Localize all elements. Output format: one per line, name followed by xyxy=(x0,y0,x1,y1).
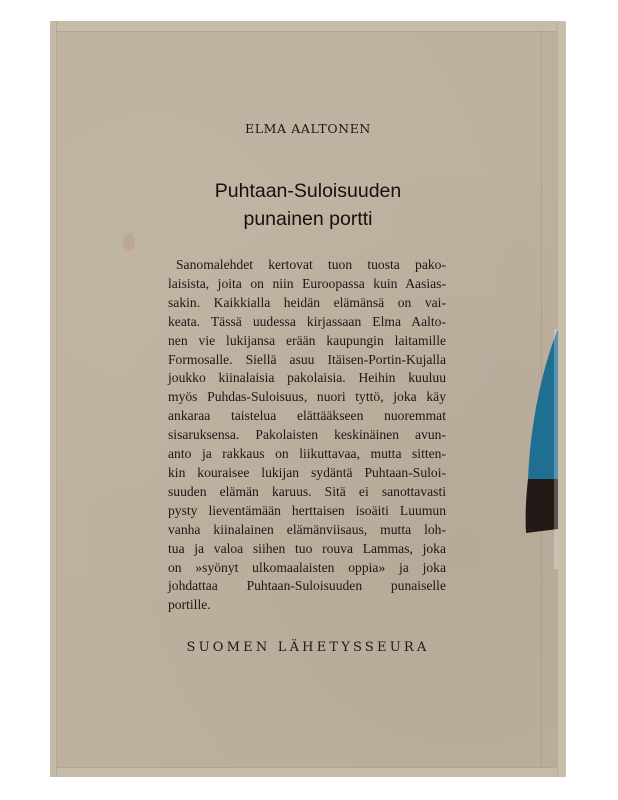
book-back-cover xyxy=(50,21,566,777)
blurb-line: ankaraa taistelua elättääkseen nuoremmat xyxy=(168,408,446,424)
blurb-line: pysty lieventämään herttaisen isoäiti Luumun xyxy=(168,502,446,518)
spine-crease xyxy=(541,31,542,768)
cover-bottom-edge xyxy=(50,767,558,777)
blurb-line: sisaruksensa. Pakolaisten keskinäinen avun- xyxy=(168,427,446,443)
publisher-name: SUOMEN LÄHETYSSEURA xyxy=(186,640,430,655)
blurb-line: on »syönyt ulkomaalaisten oppia» ja joka xyxy=(168,559,446,575)
blurb-line: suuden elämän karuus. Sitä ei sanottavasti xyxy=(168,483,446,499)
blurb-line: keata. Tässä uudessa kirjassaan Elma Aalto- xyxy=(168,313,446,329)
blurb-line: kin kouraisee lukijan sydäntä Puhtaan-Suloi- xyxy=(168,464,446,480)
cover-top-edge xyxy=(50,21,558,32)
blurb-line: myös Puhdas-Suloisuus, nuori tyttö, joka käy xyxy=(168,389,446,405)
blurb-line: tua ja valoa siihen tuo rouva Lammas, joka xyxy=(168,540,446,556)
blurb-line: johdattaa Puhtaan-Suloisuuden punaiselle xyxy=(168,578,446,594)
cover-stain xyxy=(123,233,135,251)
blurb-line: portille. xyxy=(168,597,211,613)
title-line-1: Puhtaan-Suloisuuden xyxy=(214,180,402,202)
blurb-line: vanha kiinalainen elämänviisaus, mutta loh- xyxy=(168,521,446,537)
book-title xyxy=(50,177,566,233)
blurb-paragraph xyxy=(168,256,446,615)
blurb-line: anto ja rakkaus on liikuttavaa, mutta sitten- xyxy=(168,446,446,462)
title-line-2: punainen portti xyxy=(243,208,373,230)
blurb-line: nen vie lukijansa erään kaupungin laitamille xyxy=(168,332,446,348)
blurb-line: sakin. Kaikkialla heidän elämänsä on vai- xyxy=(168,294,446,310)
blurb-line: laisista, joita on niin Euroopassa kuin Aasias- xyxy=(168,275,446,291)
blurb-line: Sanomalehdet kertovat tuon tuosta pako- xyxy=(176,257,446,272)
author-name: ELMA AALTONEN xyxy=(245,121,371,136)
blurb-line: Formosalle. Siellä asuu Itäisen-Portin-Kujalla xyxy=(168,351,446,367)
blurb-line: joukko kiinalaisia pakolaisia. Heihin kuuluu xyxy=(168,370,446,386)
